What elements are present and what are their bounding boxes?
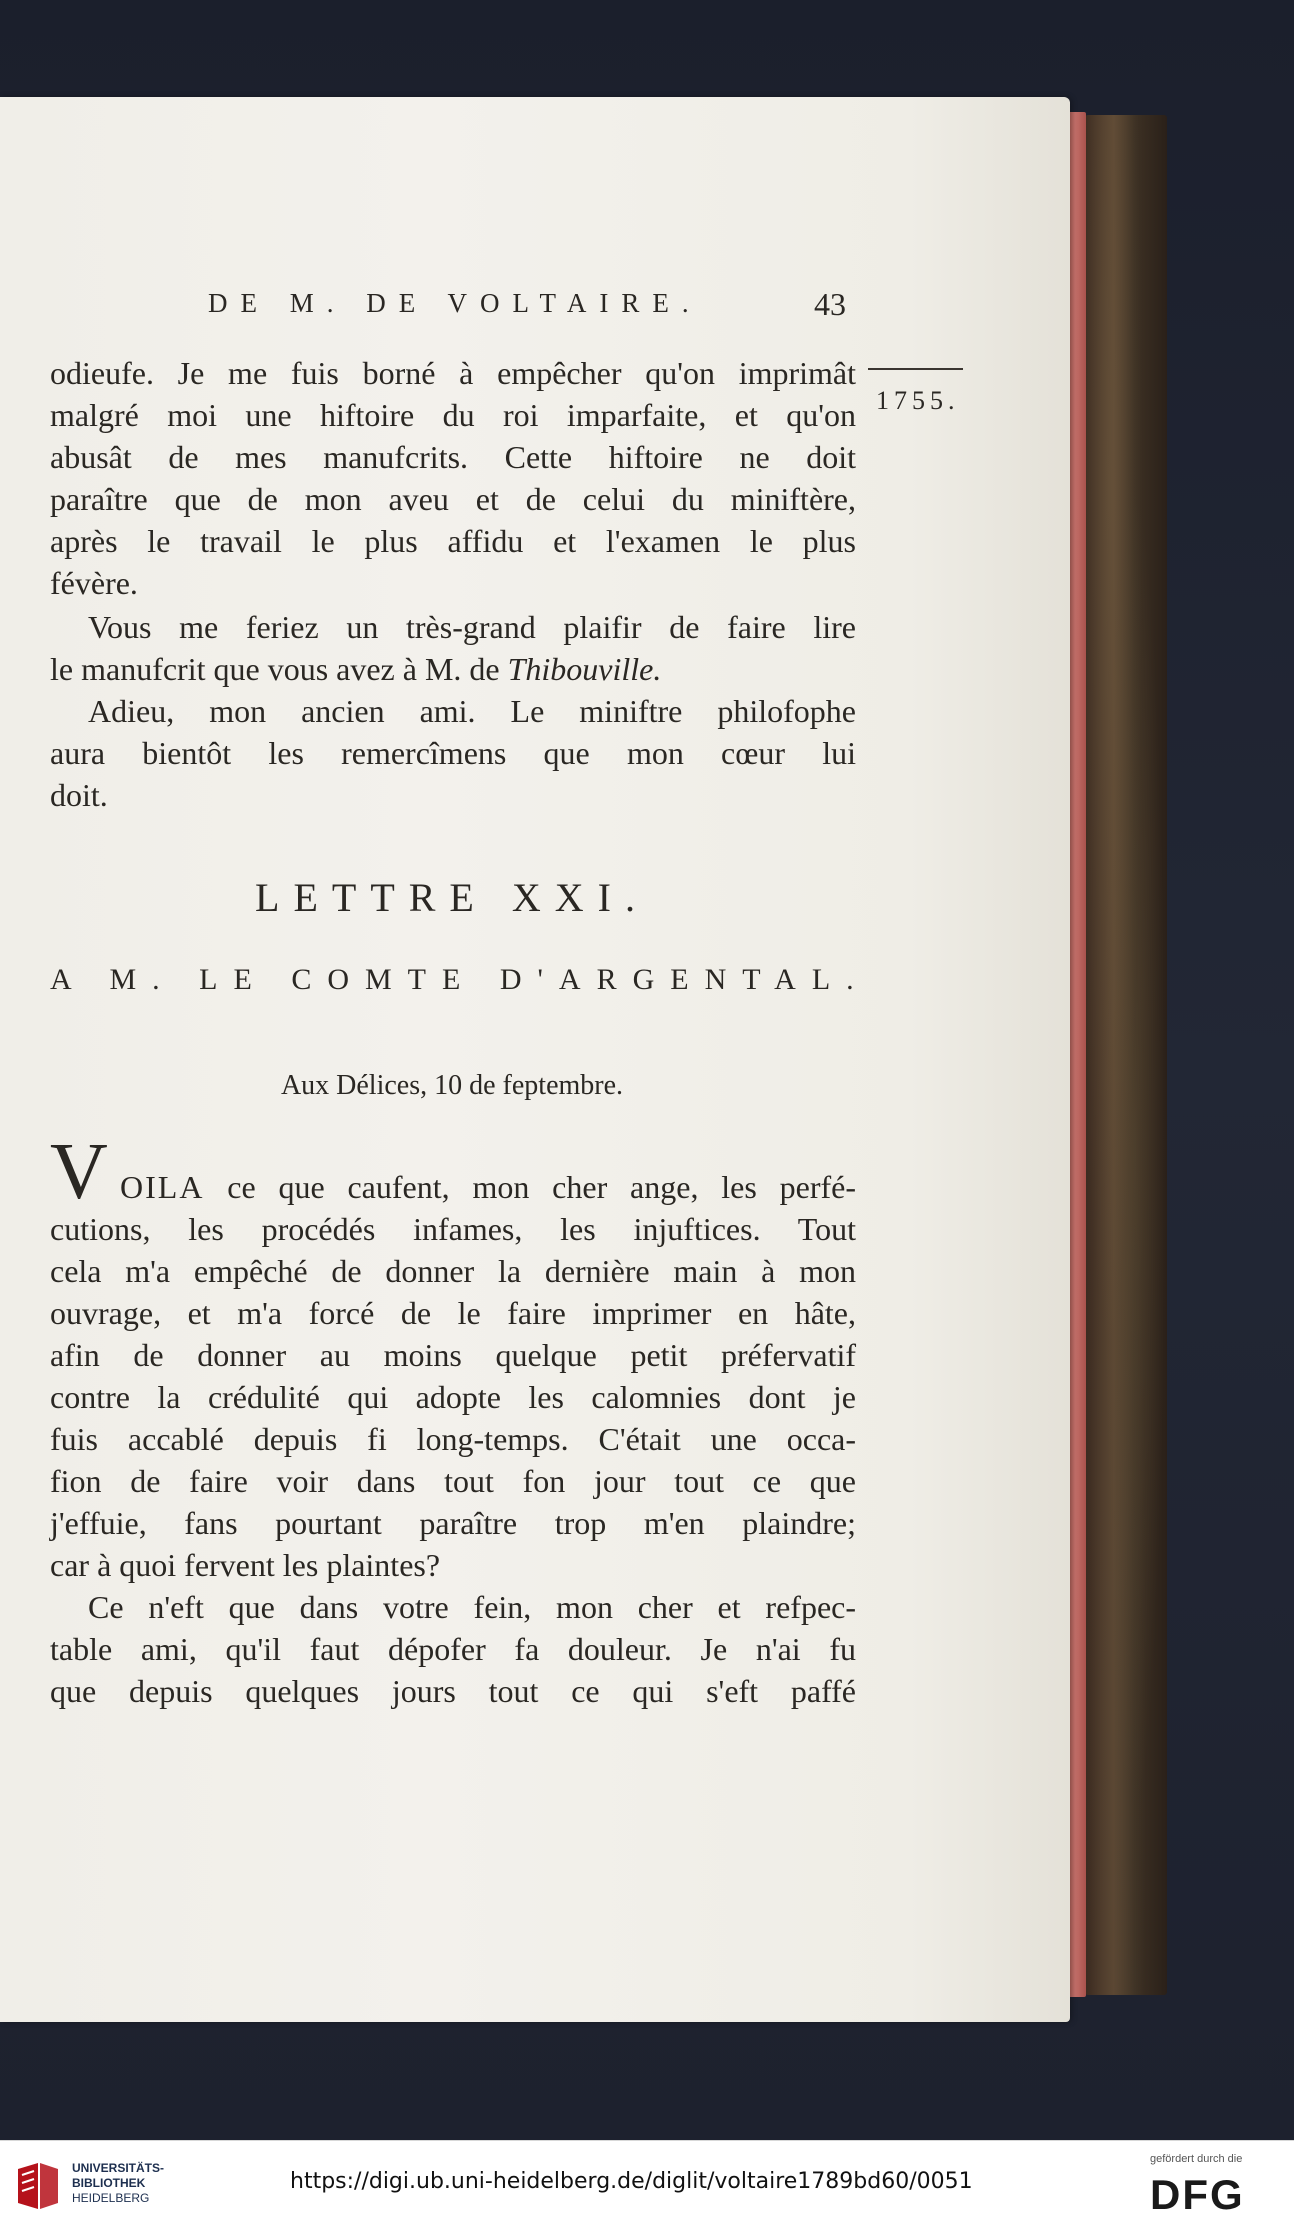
- small-caps-word: OILA: [120, 1169, 205, 1205]
- text-line: févère.: [50, 565, 138, 601]
- viewer-footer: [0, 2140, 1294, 2232]
- letter-title: LETTRE XXI.: [255, 875, 649, 920]
- margin-year: 1755.: [876, 386, 960, 415]
- text-line: afin de donner au moins quelque petit préfervatif: [50, 1337, 856, 1373]
- library-name-line: BIBLIOTHEK: [72, 2176, 146, 2190]
- text-line: odieufe. Je me fuis borné à empêcher qu'on imprimât: [50, 355, 856, 391]
- text-line: que depuis quelques jours tout ce qui s'eft paffé: [50, 1673, 856, 1709]
- text-line: car à quoi fervent les plaintes?: [50, 1547, 441, 1583]
- text-line: [50, 648, 856, 690]
- paragraph-3: [50, 690, 856, 816]
- document-url-link[interactable]: https://digi.ub.uni-heidelberg.de/diglit/voltaire1789bd60/0051: [290, 2169, 973, 2194]
- drop-cap: V: [50, 1128, 108, 1216]
- text-line: fion de faire voir dans tout fon jour tout ce que: [50, 1463, 856, 1499]
- letter-body: [50, 1166, 856, 1586]
- text-line: ouvrage, et m'a forcé de le faire imprimer en hâte,: [50, 1295, 856, 1331]
- book-cover-edge: [1085, 115, 1167, 1995]
- library-name-line: HEIDELBERG: [72, 2191, 150, 2205]
- paragraph-5: [50, 1586, 856, 1712]
- text-line: cela m'a empêché de donner la dernière main à mon: [50, 1253, 856, 1289]
- text-line: table ami, qu'il faut dépofer fa douleur. Je n'ai fu: [50, 1631, 856, 1667]
- margin-rule: [868, 368, 963, 370]
- text-line: paraître que de mon aveu et de celui du miniftère,: [50, 481, 856, 517]
- text-line: Vous me feriez un très-grand plaifir de faire lire: [88, 609, 856, 645]
- text-line: [50, 1166, 856, 1208]
- dfg-logo: DFG: [1150, 2171, 1245, 2218]
- addressee: A M. LE COMTE D'ARGENTAL.: [50, 963, 870, 996]
- text-line: malgré moi une hiftoire du roi imparfaite, et qu'on: [50, 397, 856, 433]
- text-line: Ce n'eft que dans votre fein, mon cher et refpec-: [88, 1589, 856, 1625]
- dateline: Aux Délices, 10 de feptembre.: [280, 1070, 624, 1101]
- sponsor-text: gefördert durch die: [1150, 2153, 1243, 2165]
- university-library-logo-icon: [14, 2159, 62, 2215]
- text-line: Adieu, mon ancien ami. Le miniftre philofophe: [88, 693, 856, 729]
- library-name: [72, 2161, 164, 2206]
- text-line: doit.: [50, 777, 108, 813]
- text-line: fuis accablé depuis fi long-temps. C'était une occa-: [50, 1421, 856, 1457]
- library-name-line: UNIVERSITÄTS-: [72, 2161, 165, 2175]
- running-head: DE M. DE VOLTAIRE.: [208, 288, 702, 318]
- text-span: ce que caufent, mon cher ange, les perfé-: [204, 1169, 856, 1205]
- text-line: contre la crédulité qui adopte les calomnies dont je: [50, 1379, 856, 1415]
- italic-name: Thibouville.: [507, 651, 662, 687]
- page-number: 43: [814, 286, 846, 322]
- red-page-edges: [1068, 112, 1086, 1997]
- text-line: abusât de mes manufcrits. Cette hiftoire ne doit: [50, 439, 856, 475]
- text-line: j'effuie, fans pourtant paraître trop m'en plaindre;: [50, 1505, 856, 1541]
- text-line: cutions, les procédés infames, les injuftices. Tout: [50, 1211, 856, 1247]
- paragraph-2: [50, 606, 856, 690]
- paragraph-1: [50, 352, 856, 604]
- text-span: le manufcrit que vous avez à M. de: [50, 651, 508, 687]
- text-line: après le travail le plus affidu et l'examen le plus: [50, 523, 856, 559]
- text-line: aura bientôt les remercîmens que mon cœur lui: [50, 735, 856, 771]
